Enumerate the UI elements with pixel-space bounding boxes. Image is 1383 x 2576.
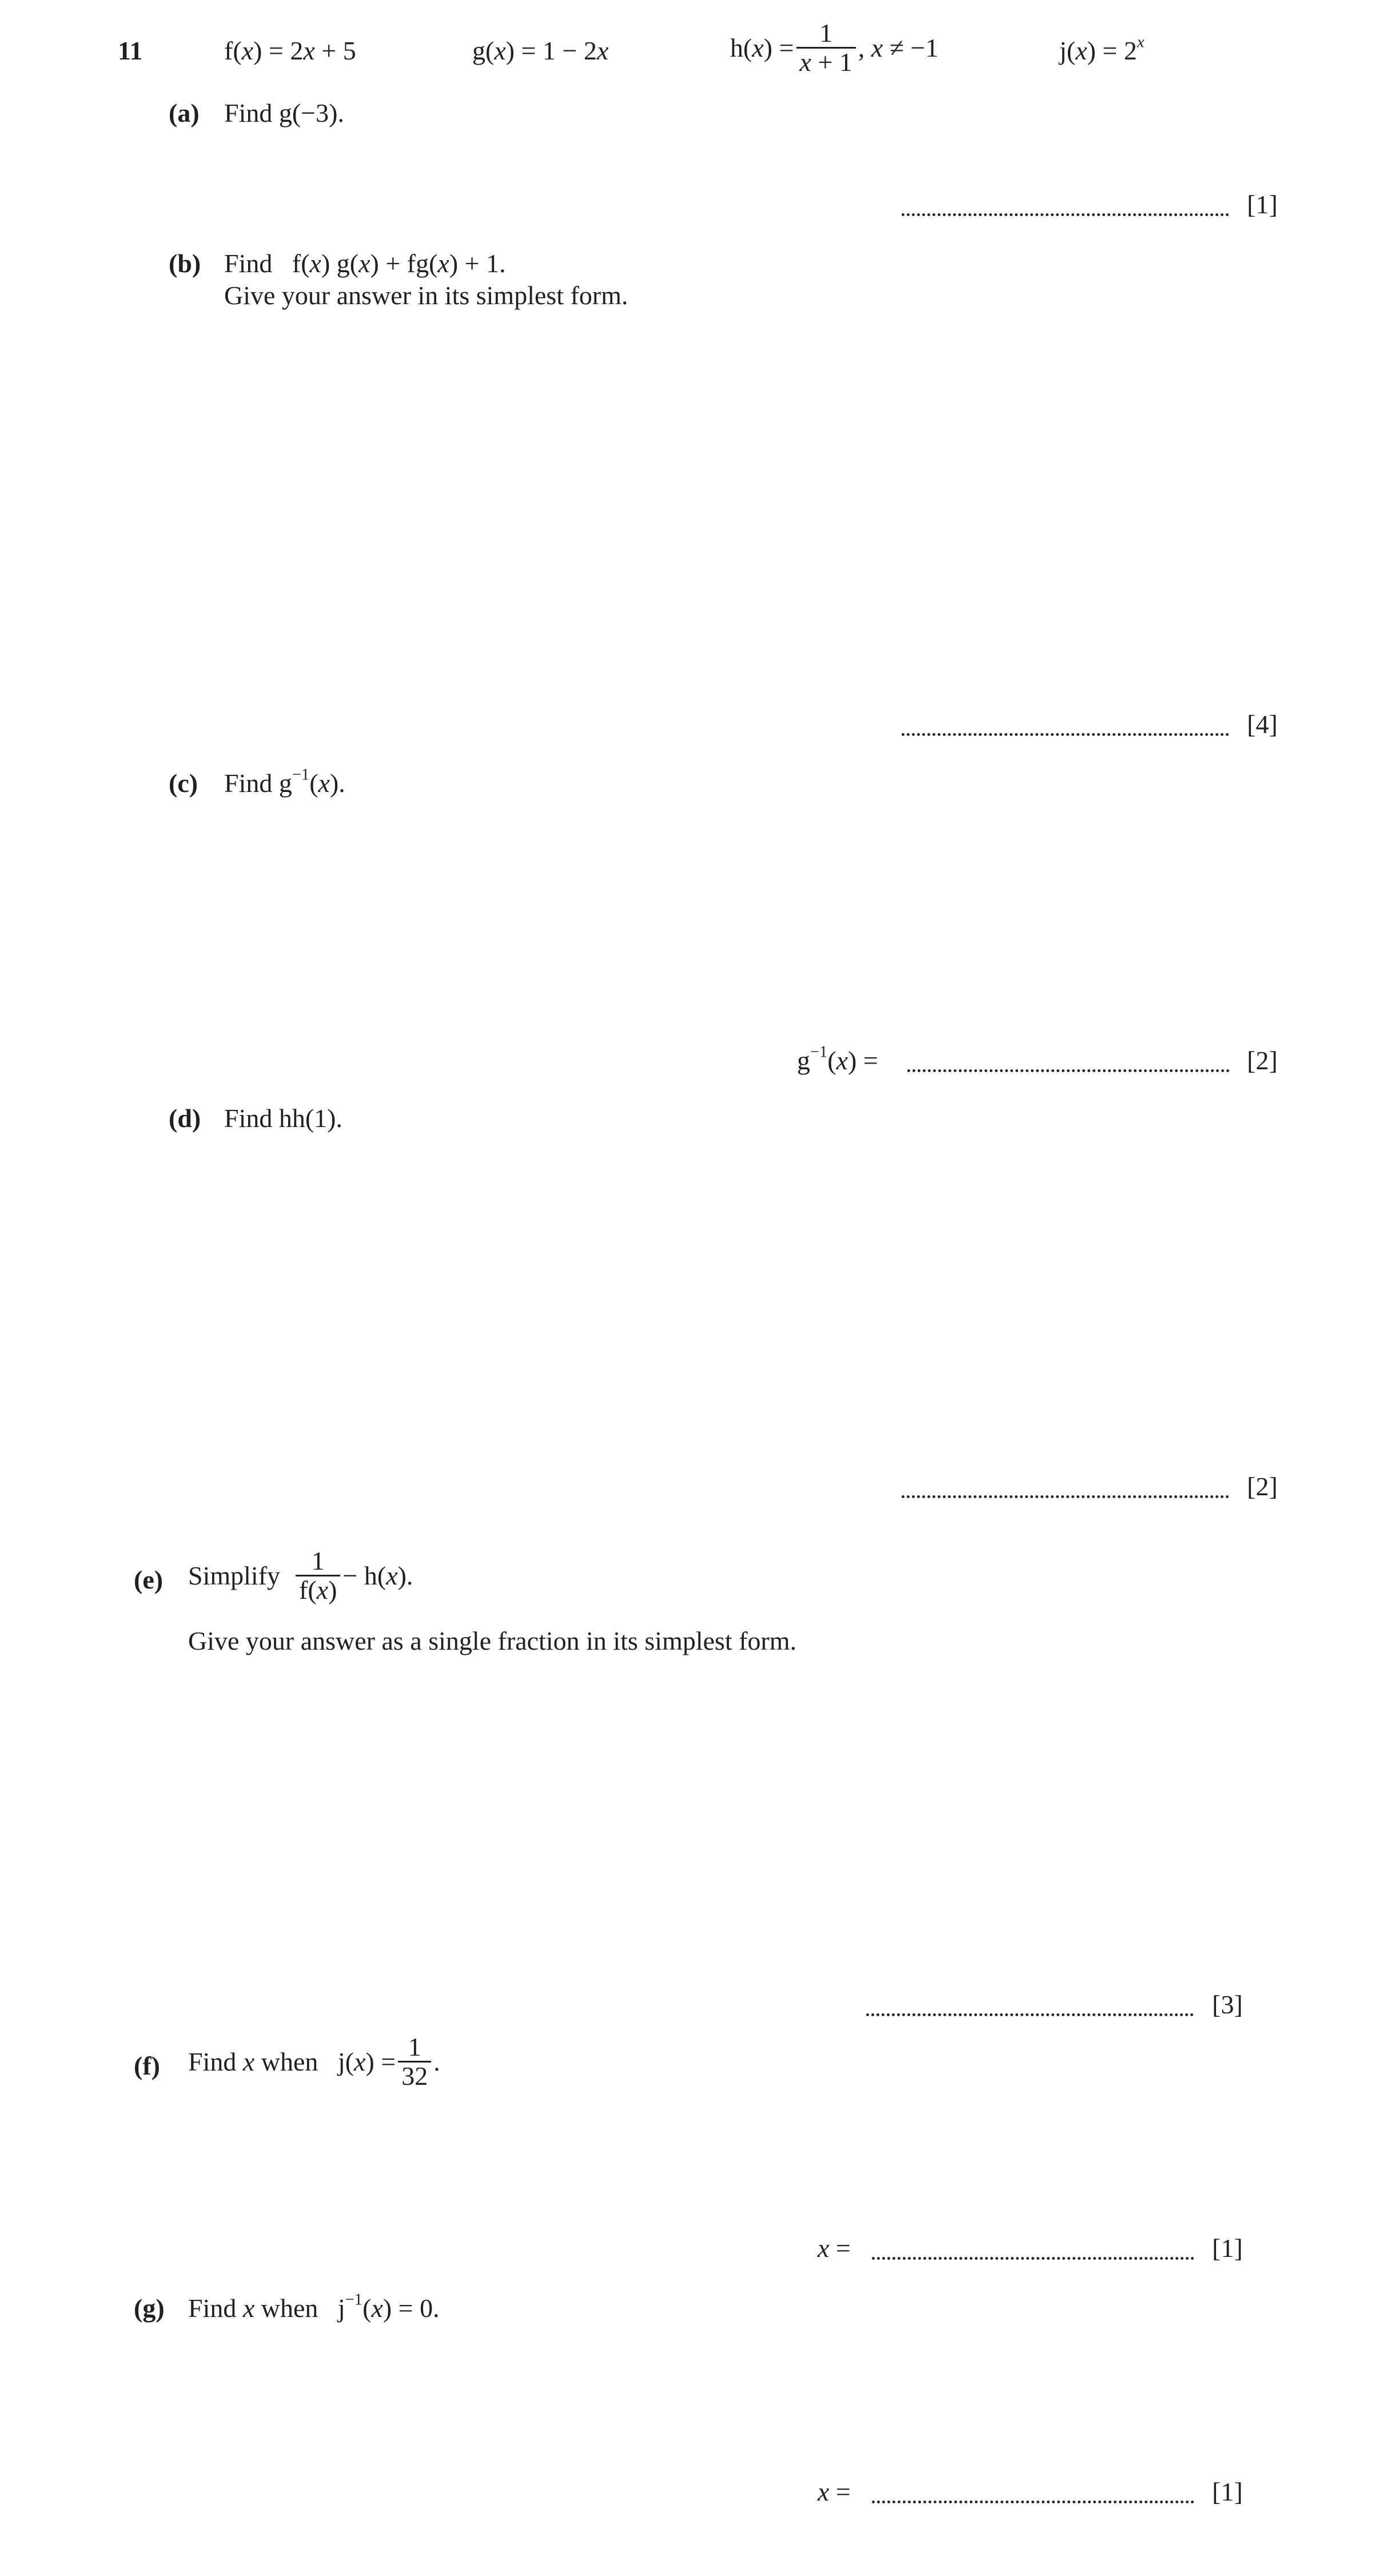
part-a-label: (a)	[169, 98, 200, 128]
part-f-answer-line[interactable]	[871, 2235, 1194, 2266]
part-f-answer-prefix: x =	[818, 2233, 851, 2263]
part-f-question: Find x when j(x) = $\frac{1}{32}$ .	[188, 2032, 440, 2091]
part-b-label: (b)	[169, 249, 201, 278]
part-d-label: (d)	[169, 1104, 201, 1133]
f-fraction: $\frac{1}{32}$	[398, 2033, 431, 2091]
part-e-label: (e)	[134, 1565, 164, 1594]
answer-dots[interactable]	[900, 1474, 1230, 1500]
question-number: 11	[118, 36, 143, 65]
part-d-answer-line[interactable]	[900, 1474, 1230, 1504]
part-g-answer-prefix: x =	[818, 2477, 851, 2506]
definition-h: h(x) = $\frac{1}{x + 1}$ , x ≠ −1	[730, 18, 939, 77]
definition-j: $j(x) = 2^x$	[1059, 33, 1145, 65]
e-fraction: $\frac{1}{f(x)}$	[296, 1547, 340, 1604]
part-g-question: Find x when $j^{-1}(x) = 0$.	[188, 2291, 440, 2323]
definition-g: g(x) = 1 − 2x	[472, 36, 609, 65]
part-f-label: (f)	[134, 2051, 160, 2080]
answer-dots[interactable]	[871, 2235, 1194, 2262]
answer-dots[interactable]	[906, 1048, 1230, 1074]
answer-dots[interactable]	[865, 1992, 1194, 2018]
part-d-question: Find hh(1).	[224, 1104, 342, 1133]
part-e-mark: [3]	[1212, 1990, 1243, 2019]
part-f-mark: [1]	[1212, 2233, 1243, 2263]
part-g-answer-line[interactable]	[871, 2479, 1194, 2510]
part-c-answer-line[interactable]	[906, 1048, 1230, 1078]
part-g-mark: [1]	[1212, 2477, 1243, 2506]
answer-dots[interactable]	[900, 192, 1230, 218]
answer-dots[interactable]	[900, 711, 1230, 738]
h-fraction: $\frac{1}{x + 1}$	[796, 19, 856, 77]
part-e-instruction: Give your answer as a single fraction in its simplest form.	[188, 1626, 797, 1655]
part-b-mark: [4]	[1247, 710, 1278, 739]
part-g-label: (g)	[134, 2294, 165, 2323]
part-c-label: (c)	[169, 769, 198, 798]
part-e-question: Simplify $\frac{1}{f(x)}$ − h(x).	[188, 1546, 413, 1605]
part-c-answer-prefix: $g^{-1}(x)$ =	[797, 1043, 878, 1075]
answer-dots[interactable]	[871, 2479, 1194, 2505]
part-b-answer-line[interactable]	[900, 711, 1230, 742]
definition-f: f(x) = 2x + 5	[224, 36, 356, 65]
part-b-instruction: Give your answer in its simplest form.	[224, 281, 628, 310]
part-e-answer-line[interactable]	[865, 1992, 1194, 2022]
part-d-mark: [2]	[1247, 1472, 1278, 1501]
part-c-question: Find $g^{-1}(x)$.	[224, 766, 345, 798]
part-c-mark: [2]	[1247, 1046, 1278, 1075]
part-a-mark: [1]	[1247, 190, 1278, 219]
part-b-question: Find f(x) g(x) + fg(x) + 1.	[224, 249, 506, 278]
part-a-question: Find g(−3).	[224, 98, 344, 128]
part-a-answer-line[interactable]	[900, 192, 1230, 222]
